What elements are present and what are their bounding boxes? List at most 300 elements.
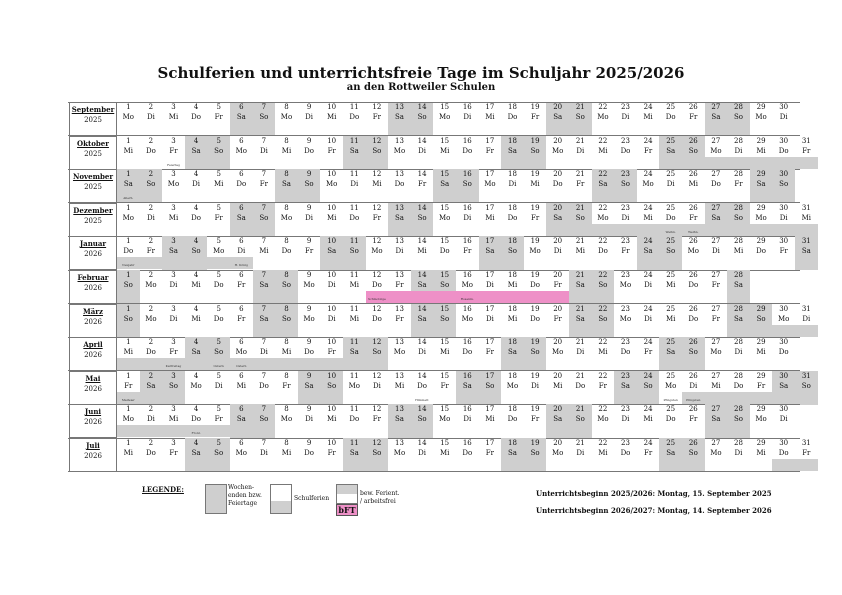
day-status-bar — [320, 190, 343, 202]
weekday-label: Di — [214, 381, 223, 390]
weekday-label: Di — [621, 213, 630, 222]
day-cell — [727, 203, 750, 237]
month-row — [68, 203, 811, 237]
day-number: 20 — [553, 103, 563, 111]
day-cell — [320, 169, 343, 203]
day-number: 28 — [734, 405, 743, 414]
day-cell — [569, 203, 592, 237]
day-status-bar — [388, 325, 411, 337]
day-number: 18 — [508, 271, 517, 279]
weekday-label: Mi — [394, 381, 405, 390]
month-label — [69, 371, 117, 405]
weekday-label: So — [214, 449, 224, 457]
weekday-label: So — [575, 415, 585, 424]
weekday-label: Sa — [349, 449, 359, 457]
day-cell — [772, 136, 795, 170]
day-cell — [659, 169, 682, 203]
day-cell — [320, 203, 343, 237]
weekday-label: Mo — [235, 449, 247, 457]
day-status-bar — [569, 425, 592, 437]
day-status-bar — [253, 224, 276, 236]
day-number: 2 — [148, 203, 154, 212]
day-status-bar — [772, 325, 795, 337]
weekday-label: Fr — [643, 348, 653, 357]
day-cell — [162, 438, 185, 472]
weekday-label: So — [259, 213, 269, 222]
day-number: 26 — [688, 136, 698, 145]
weekday-label: Fr — [372, 415, 381, 424]
weekday-label: Mi — [507, 281, 518, 289]
weekday-label: Di — [463, 415, 472, 424]
weekday-label: Mi — [507, 314, 518, 323]
day-number: 24 — [643, 237, 653, 246]
day-status-bar — [433, 459, 456, 471]
weekday-label: Sa — [236, 113, 246, 121]
weekday-label: Mo — [122, 213, 134, 222]
day-cell — [320, 236, 343, 270]
weekday-label: Do — [597, 247, 608, 256]
day-number: 1 — [126, 371, 131, 380]
day-cell — [659, 337, 682, 371]
weekday-label: Mo — [122, 415, 134, 424]
day-number: 29 — [756, 338, 766, 347]
day-status-bar — [275, 459, 298, 471]
day-cell — [795, 203, 818, 237]
day-number: 24 — [643, 405, 653, 414]
day-status-bar — [795, 325, 818, 337]
day-number: 28 — [734, 271, 743, 279]
day-status-bar — [682, 425, 705, 437]
day-number: 8 — [284, 103, 289, 111]
weekday-label: So — [620, 180, 630, 189]
weekday-label: Mo — [393, 449, 406, 457]
weekday-label: Mo — [461, 281, 473, 289]
day-cell — [546, 169, 569, 203]
month-name: Februar — [77, 273, 109, 282]
weekday-label: Fr — [395, 281, 404, 289]
day-number: 12 — [372, 103, 382, 111]
weekday-label: Fr — [734, 180, 743, 189]
day-number: 12 — [372, 170, 382, 179]
day-cell — [433, 136, 456, 170]
day-status-bar — [320, 459, 343, 471]
day-cell — [275, 270, 298, 304]
day-number: 31 — [801, 439, 811, 447]
day-cell — [659, 236, 682, 270]
day-number: 22 — [598, 439, 608, 447]
day-cell — [117, 203, 140, 237]
weekday-label: So — [507, 247, 517, 256]
weekday-label: Mo — [687, 247, 699, 256]
day-number: 21 — [575, 237, 585, 246]
day-cell — [772, 304, 795, 338]
day-number: 8 — [284, 405, 289, 414]
day-cell — [140, 169, 163, 203]
day-number: 30 — [779, 136, 789, 145]
day-number: 4 — [193, 304, 199, 313]
weekday-label: Mi — [733, 247, 744, 256]
day-cell — [298, 337, 321, 371]
day-number: 3 — [171, 170, 176, 179]
day-status-bar — [772, 224, 795, 236]
day-cell — [524, 136, 547, 170]
day-cell — [795, 304, 818, 338]
day-cell — [117, 304, 140, 338]
day-number: 14 — [417, 371, 427, 380]
day-cell — [388, 438, 411, 472]
day-cell — [207, 371, 230, 405]
school-start-note-2: Unterrichtsbeginn 2026/2027: Montag, 14. September 2026 — [536, 506, 772, 515]
day-status-bar — [275, 224, 298, 236]
day-cell — [343, 438, 366, 472]
day-number: 10 — [327, 170, 337, 179]
day-status-bar — [659, 291, 682, 303]
day-cell — [682, 270, 705, 304]
day-cell — [366, 270, 389, 304]
day-cell — [433, 304, 456, 338]
weekday-label: Do — [439, 247, 450, 256]
weekday-label: Di — [485, 281, 494, 289]
day-status-bar — [569, 123, 592, 135]
weekday-label: Do — [778, 449, 789, 457]
day-cell — [185, 203, 208, 237]
day-status-bar — [637, 257, 660, 269]
day-status-bar — [569, 325, 592, 337]
legend-weekend-swatch — [205, 484, 227, 514]
day-status-bar — [614, 358, 637, 370]
day-status-bar — [614, 257, 637, 269]
day-number: 19 — [530, 371, 540, 380]
day-number: 13 — [395, 439, 404, 447]
day-status-bar — [727, 358, 750, 370]
day-number: 16 — [462, 304, 472, 313]
day-status-bar — [456, 257, 479, 269]
day-status-bar — [388, 257, 411, 269]
weekday-label: Do — [778, 348, 789, 357]
month-name: Oktober — [77, 138, 109, 148]
day-status-bar — [546, 157, 569, 169]
day-number: 6 — [239, 170, 244, 179]
day-number: 22 — [598, 371, 608, 380]
day-status-bar — [727, 224, 750, 236]
day-number: 3 — [171, 439, 176, 447]
day-number: 20 — [553, 338, 563, 347]
day-cell — [411, 371, 434, 405]
weekday-label: Di — [779, 415, 788, 424]
weekday-label: Mo — [145, 314, 157, 323]
day-number: 13 — [395, 371, 404, 380]
day-cell — [343, 270, 366, 304]
day-cell — [750, 371, 773, 405]
weekday-label: Fr — [598, 381, 607, 390]
day-number: 13 — [395, 271, 404, 279]
weekday-label: Di — [350, 180, 359, 189]
day-annotation: Fronl. — [191, 431, 201, 436]
day-cell — [433, 102, 456, 136]
day-status-bar — [614, 190, 637, 202]
day-annotation: Allerh. — [123, 196, 134, 201]
month-label — [69, 136, 117, 170]
day-cell — [411, 270, 434, 304]
day-number: 10 — [327, 371, 337, 380]
day-number: 2 — [148, 405, 154, 414]
day-number: 3 — [171, 237, 176, 246]
day-status-bar — [298, 291, 321, 303]
day-status-bar — [117, 459, 140, 471]
day-cell — [659, 136, 682, 170]
day-status-bar — [343, 425, 366, 437]
weekday-label: So — [801, 381, 811, 390]
day-number: 23 — [621, 203, 630, 212]
weekday-label: Do — [688, 314, 699, 323]
weekday-label: Mi — [439, 449, 450, 457]
day-status-bar — [230, 425, 253, 437]
day-number: 28 — [734, 304, 743, 313]
day-status-bar — [727, 425, 750, 437]
day-cell — [795, 371, 818, 405]
day-status-bar — [298, 392, 321, 404]
weekday-label: Sa — [508, 348, 517, 357]
weekday-label: So — [666, 247, 676, 256]
weekday-label: So — [575, 213, 585, 222]
month-year: 2025 — [84, 116, 102, 124]
weekday-label: Di — [237, 247, 246, 256]
day-cell — [320, 337, 343, 371]
day-number: 9 — [306, 371, 312, 380]
day-cell — [727, 438, 750, 472]
weekday-label: So — [123, 281, 133, 289]
day-cell — [682, 371, 705, 405]
day-number: 15 — [440, 439, 450, 447]
day-status-bar — [479, 425, 502, 437]
day-cell — [343, 404, 366, 438]
day-cell — [501, 304, 524, 338]
weekday-label: Fr — [485, 348, 494, 357]
day-number: 26 — [688, 439, 698, 447]
day-status-bar — [614, 224, 637, 236]
day-status-bar — [275, 425, 298, 437]
day-cell — [524, 169, 547, 203]
day-status-bar — [433, 392, 456, 404]
day-number: 15 — [440, 103, 450, 111]
weekday-label: Do — [349, 113, 360, 121]
day-status-bar — [207, 325, 230, 337]
day-status-bar — [456, 123, 479, 135]
day-cell — [592, 371, 615, 405]
weekday-label: Do — [462, 348, 473, 357]
weekday-label: Di — [485, 314, 494, 323]
month-name: Mai — [85, 373, 101, 383]
day-number: 29 — [756, 203, 766, 212]
day-number: 26 — [688, 170, 698, 179]
weekday-label: Sa — [417, 281, 427, 289]
day-cell — [253, 236, 276, 270]
day-status-bar — [772, 157, 795, 169]
day-cell — [637, 102, 660, 136]
day-cell — [501, 102, 524, 136]
day-number: 1 — [126, 136, 131, 145]
day-status-bar — [524, 157, 547, 169]
day-cell — [614, 337, 637, 371]
day-status-bar — [162, 459, 185, 471]
day-cell — [501, 236, 524, 270]
day-number: 10 — [327, 237, 337, 246]
weekday-label: Di — [169, 314, 178, 323]
weekday-label: Di — [463, 213, 472, 222]
day-status-bar — [343, 358, 366, 370]
day-number: 30 — [779, 237, 789, 246]
day-cell — [320, 438, 343, 472]
month-year: 2026 — [84, 418, 102, 427]
day-status-bar — [659, 190, 682, 202]
day-cell — [433, 169, 456, 203]
day-number: 19 — [530, 405, 540, 414]
day-status-bar — [207, 392, 230, 404]
day-cell — [479, 169, 502, 203]
day-cell — [705, 438, 728, 472]
day-number: 25 — [666, 237, 676, 246]
weekday-label: Di — [711, 247, 720, 256]
day-number: 28 — [734, 136, 743, 145]
weekday-label: Sa — [734, 281, 743, 289]
day-cell — [162, 304, 185, 338]
day-number: 26 — [688, 405, 698, 414]
day-status-bar — [614, 392, 637, 404]
weekday-label: Mi — [688, 180, 698, 189]
day-status-bar — [659, 257, 682, 269]
weekday-label: Di — [576, 348, 585, 357]
day-cell — [230, 270, 253, 304]
day-cell — [456, 304, 479, 338]
day-cell — [682, 203, 705, 237]
weekday-label: Di — [531, 381, 540, 390]
weekday-label: Sa — [485, 247, 495, 256]
weekday-label: Mo — [461, 314, 473, 323]
day-status-bar — [592, 123, 615, 135]
day-cell — [524, 337, 547, 371]
day-cell — [185, 236, 208, 270]
day-number: 16 — [462, 439, 472, 447]
day-status-bar — [727, 257, 750, 269]
day-number: 19 — [530, 304, 540, 313]
weekday-label: Di — [802, 314, 811, 323]
day-cell — [659, 270, 682, 304]
day-cell — [637, 169, 660, 203]
month-year: 2026 — [84, 250, 102, 259]
day-number: 16 — [462, 405, 472, 414]
day-number: 23 — [621, 170, 630, 179]
day-status-bar — [546, 392, 569, 404]
month-row — [68, 371, 811, 405]
day-status-bar — [750, 123, 773, 135]
day-cell — [772, 169, 795, 203]
day-status-bar — [546, 257, 569, 269]
day-number: 6 — [239, 439, 244, 447]
day-number: 2 — [148, 136, 154, 145]
weekday-label: Do — [145, 146, 156, 155]
day-status-bar — [140, 157, 163, 169]
day-cell — [479, 304, 502, 338]
weekday-label: Mi — [485, 113, 495, 121]
weekday-label: Do — [620, 348, 631, 357]
weekday-label: Do — [191, 113, 201, 121]
page-title: Schulferien und unterrichtsfreie Tage im Schuljahr 2025/2026 — [157, 64, 685, 82]
weekday-label: Sa — [191, 146, 201, 155]
day-status-bar — [117, 291, 140, 303]
weekday-label: Do — [213, 314, 224, 323]
day-cell — [614, 169, 637, 203]
day-number: 30 — [779, 103, 789, 111]
day-status-bar — [366, 459, 389, 471]
weekday-label: Do — [778, 146, 789, 155]
day-number: 2 — [148, 371, 154, 380]
weekday-label: Sa — [395, 113, 404, 121]
weekday-label: Sa — [349, 348, 359, 357]
weekday-label: Fr — [530, 415, 540, 424]
month-year: 2025 — [84, 149, 102, 158]
day-status-bar — [750, 190, 773, 202]
day-status-bar — [795, 392, 818, 404]
day-status-bar — [682, 157, 705, 169]
day-cell — [592, 438, 615, 472]
day-cell — [569, 236, 592, 270]
weekday-label: Di — [305, 213, 314, 222]
day-status-bar — [140, 123, 163, 135]
day-cell — [682, 304, 705, 338]
day-cell — [750, 404, 773, 438]
day-cell — [253, 203, 276, 237]
weekday-label: So — [214, 348, 224, 357]
weekday-label: Mi — [439, 146, 450, 155]
day-status-bar — [320, 291, 343, 303]
day-number: 16 — [462, 371, 472, 380]
day-number: 21 — [575, 271, 585, 279]
day-cell — [298, 270, 321, 304]
day-status-bar — [207, 459, 230, 471]
day-status-bar — [524, 190, 547, 202]
day-status-bar — [320, 358, 343, 370]
day-cell — [750, 203, 773, 237]
day-cell — [117, 270, 140, 304]
day-number: 21 — [575, 203, 585, 212]
day-number: 5 — [216, 237, 221, 246]
day-cell — [546, 337, 569, 371]
day-cell — [185, 102, 208, 136]
day-number: 9 — [306, 405, 312, 414]
day-status-bar — [524, 459, 547, 471]
day-number: 12 — [372, 136, 382, 145]
day-cell — [546, 136, 569, 170]
day-cell — [659, 371, 682, 405]
month-label — [69, 270, 117, 304]
day-status-bar — [659, 123, 682, 135]
day-number: 20 — [553, 439, 563, 447]
day-number: 27 — [711, 203, 721, 212]
day-status-bar — [750, 459, 773, 471]
day-status-bar — [366, 425, 389, 437]
day-status-bar — [343, 257, 366, 269]
day-cell — [705, 270, 728, 304]
day-status-bar — [230, 224, 253, 236]
day-number: 4 — [193, 237, 199, 246]
day-number: 15 — [440, 237, 450, 246]
weekday-label: So — [598, 314, 608, 323]
day-number: 13 — [395, 237, 404, 246]
day-number: 9 — [306, 304, 312, 313]
day-status-bar — [772, 425, 795, 437]
day-number: 16 — [462, 136, 472, 145]
weekday-label: Do — [145, 348, 156, 357]
